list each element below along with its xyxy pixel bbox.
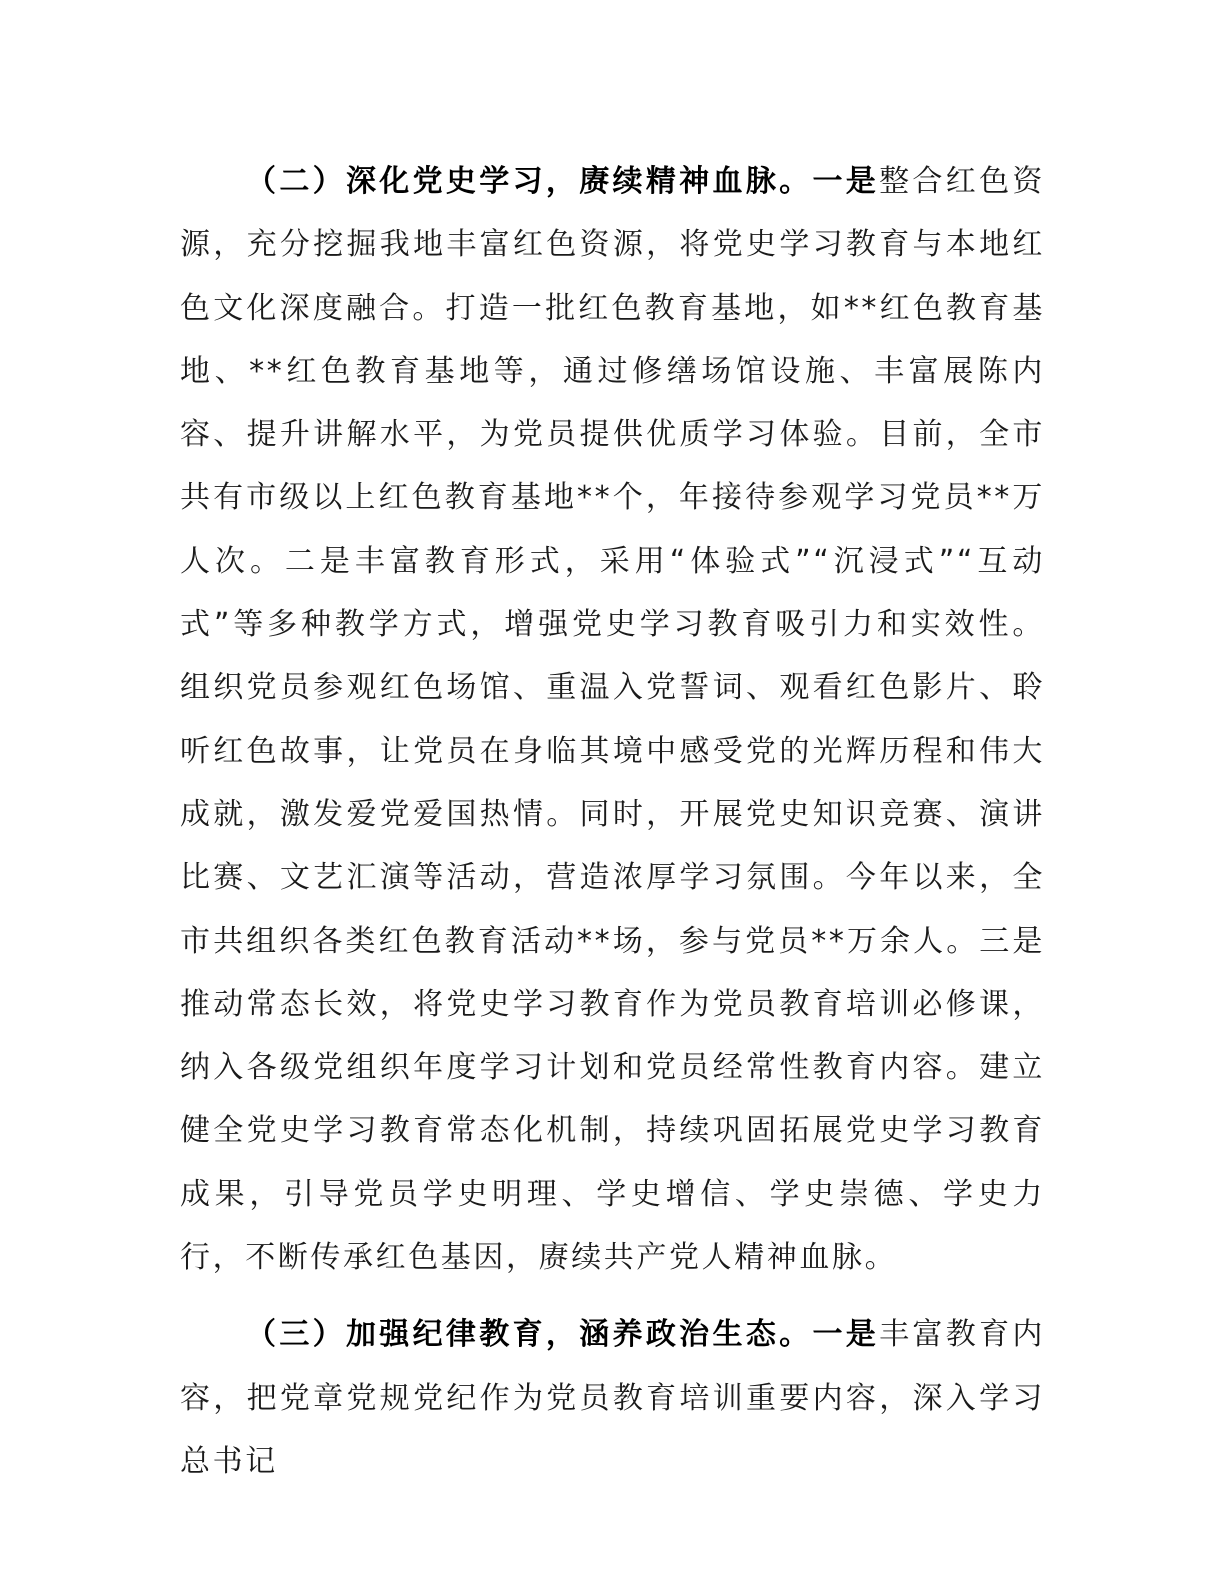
document-body — [180, 150, 1045, 1493]
section-body-party-history: 整合红色资源，充分挖掘我地丰富红色资源，将党史学习教育与本地红色文化深度融合。打造一批红色教育基地，如**红色教育基地、**红色教育基地等，通过修缮场馆设施、丰富展陈内容、提升讲解水平，为党员提供优质学习体验。目前，全市共有市级以上红色教育基地**个，年接待参观学习党员**万人次。二是丰富教育形式，采用“体验式”“沉浸式”“互动式”等多种教学方式，增强党史学习教育吸引力和实效性。组织党员参观红色场馆、重温入党誓词、观看红色影片、聆听红色故事，让党员在身临其境中感受党的光辉历程和伟大成就，激发爱党爱国热情。同时，开展党史知识竞赛、演讲比赛、文艺汇演等活动，营造浓厚学习氛围。今年以来，全市共组织各类红色教育活动**场，参与党员**万余人。三是推动常态长效，将党史学习教育作为党员教育培训必修课，纳入各级党组织年度学习计划和党员经常性教育内容。建立健全党史学习教育常态化机制，持续巩固拓展党史学习教育成果，引导党员学史明理、学史增信、学史崇德、学史力行，不断传承红色基因，赓续共产党人精神血脉。 — [180, 164, 1045, 1276]
section-heading-discipline-education: （三）加强纪律教育，涵养政治生态。一是 — [246, 1317, 880, 1353]
paragraph-party-history — [180, 150, 1045, 1289]
section-heading-party-history: （二）深化党史学习，赓续精神血脉。一是 — [246, 164, 880, 199]
paragraph-discipline-education — [180, 1303, 1045, 1493]
section-body-discipline-education: 丰富教育内容，把党章党规党纪作为党员教育培训重要内容，深入学习总书记 — [180, 1317, 1045, 1479]
